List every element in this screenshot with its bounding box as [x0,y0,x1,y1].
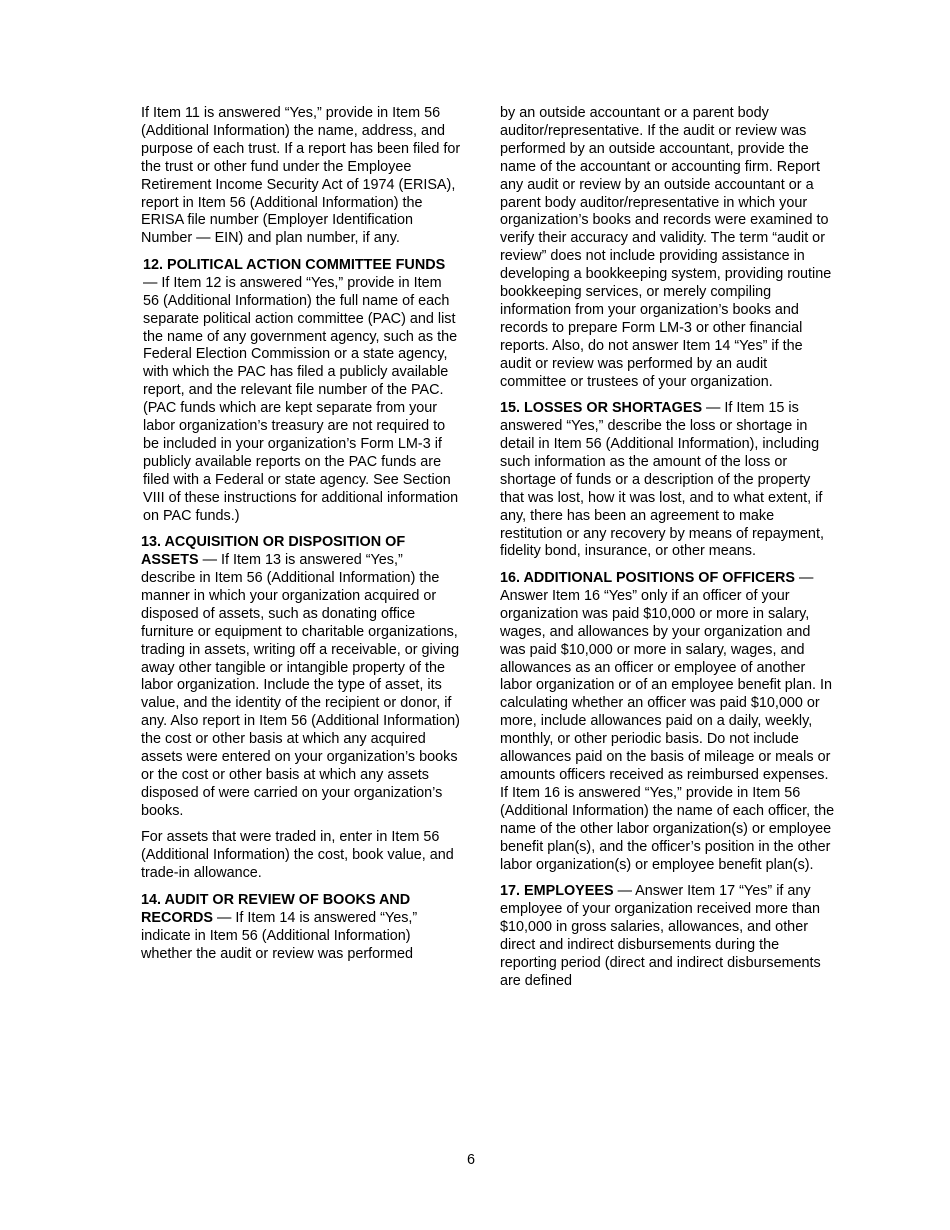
item13-traded-paragraph: For assets that were traded in, enter in Item 56 (Additional Information) the cost, book value, and trade-in allowance. [141,829,454,882]
item14-continued-paragraph: by an outside accountant or a parent body auditor/representative. If the audit or review was performed by an outside accountant, provide the name of the accountant or accounting firm. Report any audit or review by an outside accountant or a parent body auditor/representative in which your organization’s books and records were examined to verify their accuracy and validity. The term “audit or review” does not include providing assistance in developing a bookkeeping system, providing routine bookkeeping services, or merely compiling information from your organization’s books and records to prepare Form LM-3 or other financial reports. Also, do not answer Item 14 “Yes” if the audit or review was performed by an audit committee or trustees of your organization. [500,105,832,390]
item16-body: — Answer Item 16 “Yes” only if an officer of your organization was paid $10,000 or more in salary, wages, and allowances by your organization and was paid $10,000 or more in salary, wages, and allowances as an officer or employee of another labor organization or of an employee benefit plan. In calculating whether an officer was paid $10,000 or more, include allowances paid on a daily, weekly, monthly, or other periodic basis. Do not include allowances paid on the basis of mileage or meals or amounts officers received as reimbursed expenses. If Item 16 is answered “Yes,” provide in Item 56 (Additional Information) the name of each officer, the name of the other labor organization(s) or employee benefit plan(s), and the officer’s position in the other labor organization(s) or employee benefit plan(s). [500,570,835,873]
item11-continued-paragraph: If Item 11 is answered “Yes,” provide in Item 56 (Additional Information) the name, address, and purpose of each trust. If a report has been filed for the trust or other fund under the Employee Retirement Income Security Act of 1974 (ERISA), report in Item 56 (Additional Information) the ERISA file number (Employer Identification Number — EIN) and plan number, if any. [141,105,461,247]
item13-paragraph [141,534,461,821]
item13-heading: 13. ACQUISITION OR DISPOSITION OF ASSETS [141,534,406,569]
item16-paragraph [500,570,836,874]
item15-paragraph [500,400,836,561]
item17-paragraph [500,883,836,990]
page-number: 6 [466,1152,475,1168]
left-column [141,105,461,972]
right-column [500,105,836,999]
item16-heading: 16. ADDITIONAL POSITIONS OF OFFICERS [500,570,796,587]
item17-body: — Answer Item 17 “Yes” if any employee of your organization received more than $10,000 in gross salaries, allowances, and other direct and indirect disbursements during the reporting period (direct and indirect disbursements are defined [500,883,821,989]
item14-heading: 14. AUDIT OR REVIEW OF BOOKS AND RECORDS [141,891,411,926]
item15-heading: 15. LOSSES OR SHORTAGES [500,400,703,417]
item15-body: — If Item 15 is answered “Yes,” describe the loss or shortage in detail in Item 56 (Additional Information), including such information as the amount of the loss or shortage of funds or a description of the property that was lost, how it was lost, and to what extent, if any, there has been an agreement to make restitution or any recovery by means of repayment, fidelity bond, insurance, or other means. [500,400,824,560]
item12-heading: 12. POLITICAL ACTION COMMITTEE FUNDS [143,256,446,273]
item14-body: — If Item 14 is answered “Yes,” indicate in Item 56 (Additional Information) whether the audit or review was performed [141,909,418,962]
item12-body: — If Item 12 is answered “Yes,” provide in Item 56 (Additional Information) the full name of each separate political action committee (PAC) and list the name of any government agency, such as the Federal Election Commission or a state agency, with which the PAC has filed a publicly available report, and the relevant file number of the PAC. (PAC funds which are kept separate from your labor organization’s treasury are not required to be included in your organization’s Form LM-3 if publicly available reports on the PAC funds are filed with a Federal or state agency. See Section VIII of these instructions for additional information on PAC funds.) [143,274,459,524]
item13-body: — If Item 13 is answered “Yes,” describe in Item 56 (Additional Information) the manner in which your organization acquired or disposed of assets, such as donating office furniture or equipment to charitable organizations, trading in assets, writing off a receivable, or giving away other tangible or intangible property of the labor organization. Include the type of asset, its value, and the identity of the recipient or donor, if any. Also report in Item 56 (Additional Information) the cost or other basis at which any acquired assets were entered on your organization’s books or the cost or other basis at which any assets disposed of were carried on your organization’s books. [141,552,460,819]
item17-heading: 17. EMPLOYEES [500,883,614,900]
item14-paragraph [141,892,461,964]
item12-paragraph [141,257,461,526]
